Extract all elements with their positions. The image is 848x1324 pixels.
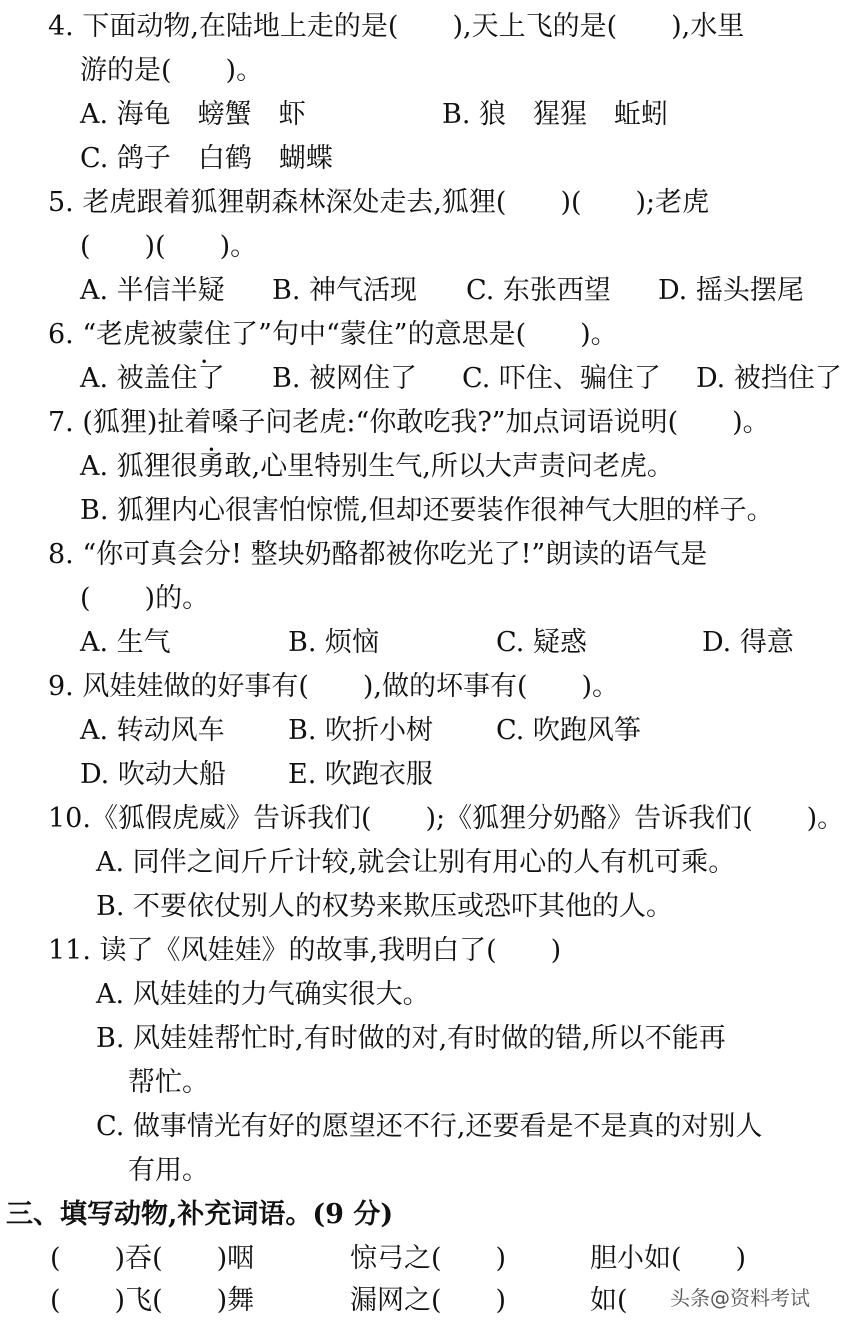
q5-option-c: C. 东张西望 [466, 275, 611, 306]
q11-option-a: A. 风娃娃的力气确实很大。 [96, 979, 430, 1010]
q7-stem-pre: 7. (狐狸) [48, 407, 158, 438]
q4-option-a: A. 海龟 螃蟹 虾 [80, 99, 306, 130]
q6-stem-post: 了”句中“蒙住”的意思是( )。 [231, 319, 618, 350]
idiom-fill-3: 胆小如( ) [590, 1243, 747, 1274]
idiom-fill-2: 惊弓之( ) [350, 1243, 507, 1274]
idiom-fill-5: 漏网之( ) [350, 1285, 507, 1316]
idiom-fill-4: ( )飞( )舞 [50, 1285, 255, 1316]
q6-option-b: B. 被网住了 [272, 363, 418, 394]
q4-option-c: C. 鸽子 白鹤 蝴蝶 [80, 143, 333, 174]
q8-option-b: B. 烦恼 [288, 627, 380, 658]
q6-option-c: C. 吓住、骗住了 [462, 363, 661, 394]
q8-stem-line2: ( )的。 [80, 583, 210, 614]
q7-dotted-word: 扯着嗓子 [157, 407, 266, 438]
idiom-fill-6: 如( [590, 1285, 628, 1316]
idiom-fill-1: ( )吞( )咽 [50, 1243, 255, 1274]
q7-stem-post: 问老虎:“你敢吃我?”加点词语说明( )。 [265, 407, 770, 438]
q4-stem-line2: 游的是( )。 [80, 55, 264, 86]
q6-stem-pre: 6. “老虎被 [48, 319, 178, 350]
q6-stem [48, 316, 618, 354]
q9-option-c: C. 吹跑风筝 [496, 715, 641, 746]
q10-stem: 10.《狐假虎威》告诉我们( );《狐狸分奶酪》告诉我们( )。 [48, 803, 845, 834]
section-3-title: 三、填写动物,补充词语。(9 分) [6, 1199, 394, 1230]
q4-stem-line1: 4. 下面动物,在陆地上走的是( ),天上飞的是( ),水里 [48, 11, 745, 42]
q9-option-a: A. 转动风车 [80, 715, 225, 746]
q8-option-c: C. 疑惑 [496, 627, 587, 658]
q11-option-b-line2: 帮忙。 [128, 1067, 209, 1098]
q4-option-b: B. 狼 猩猩 蚯蚓 [442, 99, 669, 130]
q7-option-b: B. 狐狸内心很害怕惊慌,但却还要装作很神气大胆的样子。 [80, 495, 774, 526]
q6-dotted-word: 蒙住 [177, 319, 232, 350]
q11-option-c-line2: 有用。 [128, 1155, 209, 1186]
q10-option-a: A. 同伴之间斤斤计较,就会让别有用心的人有机可乘。 [96, 847, 736, 878]
q8-stem-line1: 8. “你可真会分! 整块奶酪都被你吃光了!”朗读的语气是 [48, 539, 708, 570]
q9-option-d: D. 吹动大船 [80, 759, 226, 790]
q11-option-c-line1: C. 做事情光有好的愿望还不行,还要看是不是真的对别人 [96, 1111, 763, 1142]
q5-option-a: A. 半信半疑 [80, 275, 225, 306]
q5-stem-line1: 5. 老虎跟着狐狸朝森林深处走去,狐狸( )( );老虎 [48, 187, 710, 218]
q7-option-a: A. 狐狸很勇敢,心里特别生气,所以大声责问老虎。 [80, 451, 674, 482]
q5-stem-line2: ( )( )。 [80, 231, 258, 262]
q8-option-d: D. 得意 [702, 627, 794, 658]
q11-stem: 11. 读了《风娃娃》的故事,我明白了( ) [48, 935, 562, 966]
q9-option-b: B. 吹折小树 [288, 715, 434, 746]
q11-option-b-line1: B. 风娃娃帮忙时,有时做的对,有时做的错,所以不能再 [96, 1023, 726, 1054]
q8-option-a: A. 生气 [80, 627, 171, 658]
q5-option-d: D. 摇头摆尾 [658, 275, 804, 306]
q9-stem: 9. 风娃娃做的好事有( ),做的坏事有( )。 [48, 671, 620, 702]
q6-option-d: D. 被挡住了 [696, 363, 842, 394]
q10-option-b: B. 不要依仗别人的权势来欺压或恐吓其他的人。 [96, 891, 674, 922]
q9-option-e: E. 吹跑衣服 [288, 759, 433, 790]
q6-option-a: A. 被盖住了 [80, 363, 225, 394]
watermark: 头条@资料考试 [668, 1282, 812, 1311]
q5-option-b: B. 神气活现 [272, 275, 418, 306]
q7-stem [48, 404, 770, 442]
